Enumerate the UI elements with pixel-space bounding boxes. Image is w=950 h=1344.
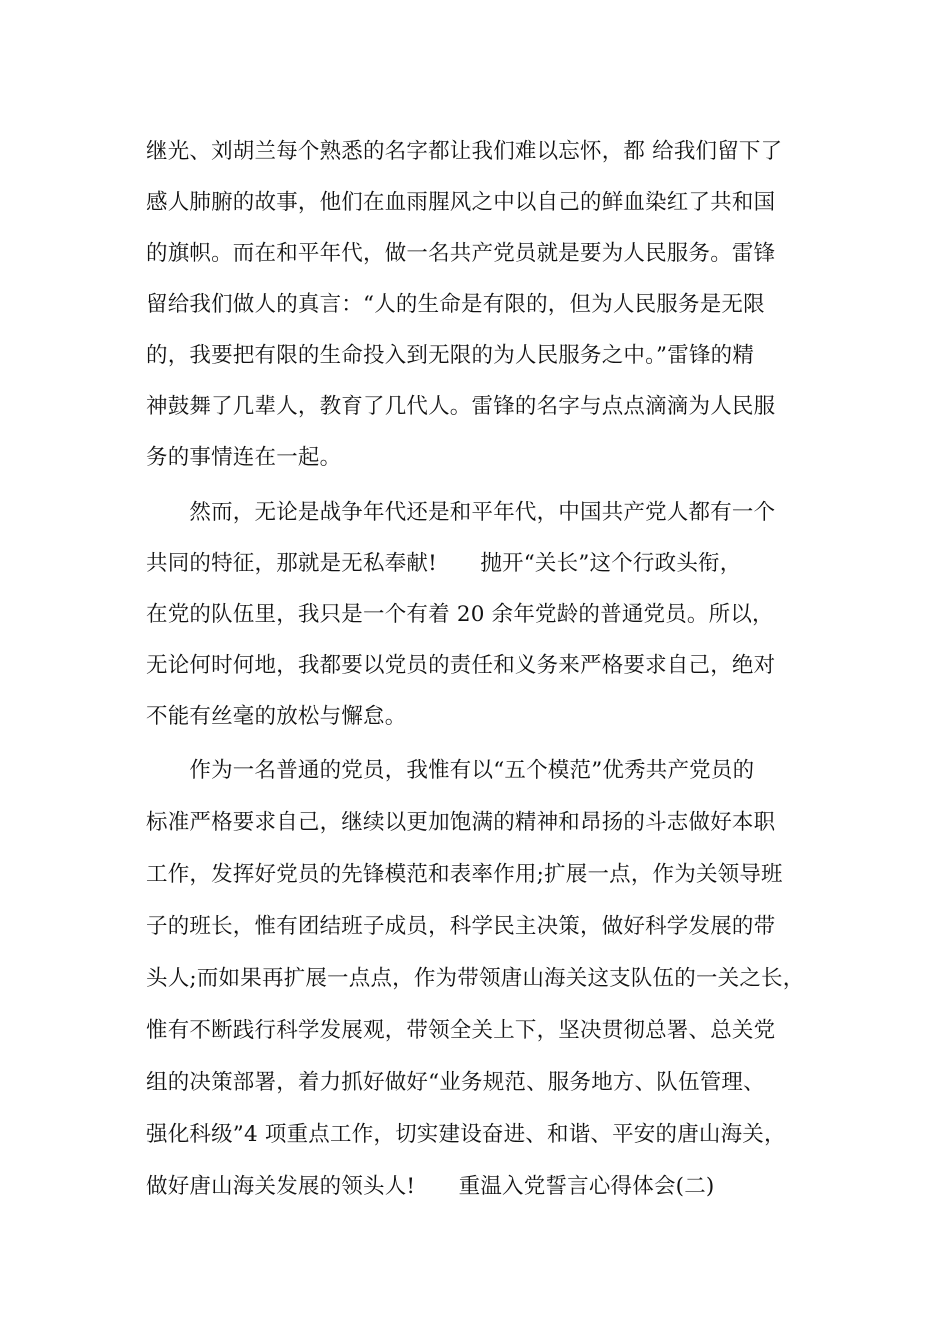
- paragraph-2-line-4: 无论何时何地，我都要以党员的责任和义务来严格要求自己，绝对: [146, 653, 776, 678]
- paragraph-3-line-1: 作为一名普通的党员，我惟有以“五个模范”优秀共产党员的: [146, 758, 755, 783]
- paragraph-3-line-3: 工作，发挥好党员的先锋模范和表率作用;扩展一点，作为关领导班: [146, 862, 783, 887]
- paragraph-2-line-1: 然而，无论是战争年代还是和平年代，中国共产党人都有一个: [146, 500, 776, 525]
- paragraph-1-line-1: 继光、刘胡兰每个熟悉的名字都让我们难以忘怀，都 给我们留下了: [146, 139, 783, 164]
- paragraph-2-line-3: 在党的队伍里，我只是一个有着 20 余年党龄的普通党员。所以，: [146, 602, 774, 627]
- paragraph-2-line-5: 不能有丝毫的放松与懈怠。: [146, 704, 407, 729]
- paragraph-3-line-5: 头人;而如果再扩展一点点，作为带领唐山海关这支队伍的一关之长，: [146, 966, 805, 991]
- paragraph-1-line-7: 务的事情连在一起。: [146, 445, 342, 470]
- paragraph-1-line-5: 的，我要把有限的生命投入到无限的为人民服务之中。”雷锋的精: [146, 343, 755, 368]
- paragraph-1-line-4: 留给我们做人的真言：“人的生命是有限的，但为人民服务是无限: [146, 292, 765, 317]
- paragraph-3-line-6: 惟有不断践行科学发展观，带领全关上下，坚决贯彻总署、总关党: [146, 1018, 776, 1043]
- paragraph-3-line-2: 标准严格要求自己，继续以更加饱满的精神和昂扬的斗志做好本职: [146, 810, 776, 835]
- paragraph-3-line-9: 做好唐山海关发展的领头人! 重温入党誓言心得体会(二): [146, 1174, 715, 1199]
- paragraph-3-line-4: 子的班长，惟有团结班子成员，科学民主决策，做好科学发展的带: [146, 914, 776, 939]
- paragraph-3-line-7: 组的决策部署，着力抓好做好“业务规范、服务地方、队伍管理、: [146, 1070, 765, 1095]
- paragraph-1-line-3: 的旗帜。而在和平年代，做一名共产党员就是要为人民服务。雷锋: [146, 241, 776, 266]
- paragraph-2-line-2: 共同的特征，那就是无私奉献! 抛开“关长”这个行政头衔，: [146, 551, 742, 576]
- paragraph-1-line-2: 感人肺腑的故事，他们在血雨腥风之中以自己的鲜血染红了共和国: [146, 190, 776, 215]
- paragraph-1-line-6: 神鼓舞了几辈人，教育了几代人。雷锋的名字与点点滴滴为人民服: [146, 394, 776, 419]
- paragraph-3-line-8: 强化科级”4 项重点工作，切实建设奋进、和谐、平安的唐山海关，: [146, 1122, 786, 1147]
